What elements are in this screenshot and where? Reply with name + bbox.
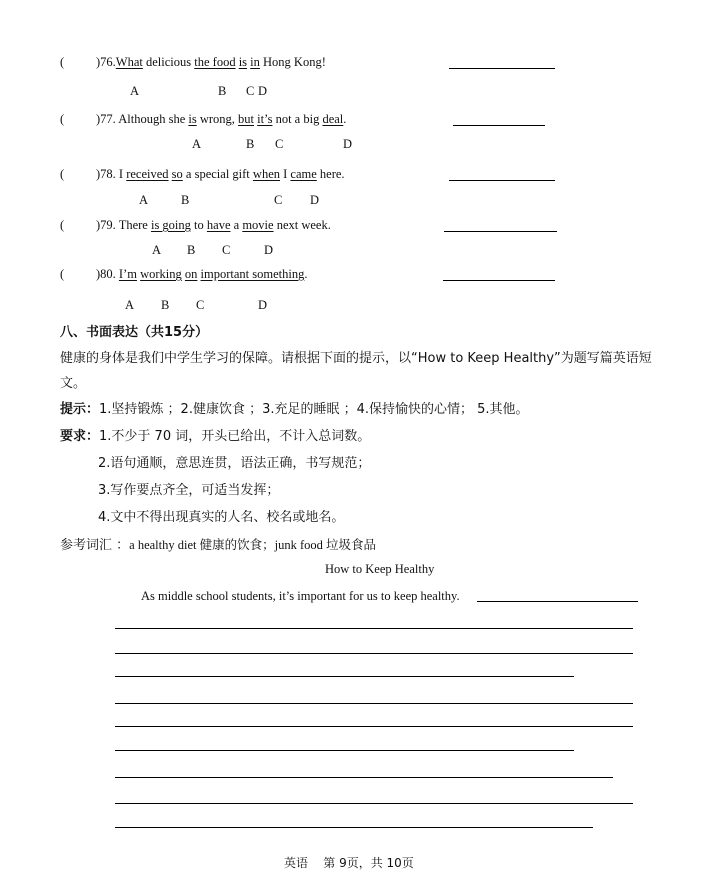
underlined-segment: came [290, 167, 317, 181]
option-letter: A [130, 84, 140, 98]
writing-line[interactable] [115, 653, 633, 654]
writing-line[interactable] [477, 601, 638, 602]
question-77 [96, 112, 346, 127]
section-heading: 八、书面表达（共15分） [60, 325, 209, 340]
text-segment: There [115, 218, 151, 232]
correction-blank[interactable] [449, 180, 555, 181]
requirements [60, 425, 370, 444]
underlined-segment: I’m [118, 267, 137, 281]
option-letter: C [246, 84, 255, 98]
question-78 [96, 167, 345, 182]
essay-title: How to Keep Healthy [325, 562, 435, 576]
option-letter: C [222, 243, 231, 257]
answer-paren[interactable]: ( [60, 167, 65, 181]
underlined-segment: working [140, 267, 182, 281]
answer-paren[interactable]: ( [60, 112, 65, 126]
text-segment: I [115, 167, 127, 181]
writing-line[interactable] [115, 703, 633, 704]
question-number: )77. [96, 112, 116, 126]
text-segment: Hong Kong! [259, 55, 326, 69]
hints-text: 1.坚持锻炼 ；2.健康饮食 ；3.充足的睡眠 ；4.保持愉快的心情； 5.其他。 [99, 402, 529, 417]
answer-paren[interactable]: ( [60, 267, 65, 281]
requirement-1: 1.不少于 70 词，开头已给出，不计入总词数。 [99, 429, 371, 444]
text-segment: a special gift [182, 167, 253, 181]
hints-label: 提示： [60, 402, 100, 417]
writing-line[interactable] [115, 827, 593, 828]
essay-start: As middle school students, it’s important for us to keep healthy. [141, 589, 460, 603]
option-letter: B [218, 84, 227, 98]
underlined-segment: on [184, 267, 198, 281]
underlined-segment: What [115, 55, 143, 69]
underlined-segment: the food [194, 55, 236, 69]
question-number: )78. [96, 167, 116, 181]
option-letter: B [246, 137, 255, 151]
vocabulary [60, 534, 376, 553]
text-segment: a [230, 218, 243, 232]
underlined-segment: but [238, 112, 255, 126]
requirement-2: 2.语句通顺，意思连贯，语法正确，书写规范； [98, 456, 371, 471]
question-76 [96, 55, 326, 70]
correction-blank[interactable] [449, 68, 555, 69]
option-letter: D [264, 243, 274, 257]
underlined-segment: is [238, 55, 248, 69]
writing-line[interactable] [115, 676, 574, 677]
option-letter: B [161, 298, 170, 312]
writing-line[interactable] [115, 628, 633, 629]
page-footer: 英语 第 9页，共 10页 [284, 856, 414, 870]
correction-blank[interactable] [444, 231, 557, 232]
option-letter: D [310, 193, 320, 207]
correction-blank[interactable] [443, 280, 555, 281]
option-letter: A [139, 193, 149, 207]
option-letter: A [125, 298, 135, 312]
underlined-segment: received [126, 167, 169, 181]
option-letter: C [274, 193, 283, 207]
hints [60, 398, 529, 417]
requirement-3: 3.写作要点齐全，可适当发挥； [98, 483, 280, 498]
text-segment: to [190, 218, 207, 232]
writing-line[interactable] [115, 777, 613, 778]
underlined-segment: have [206, 218, 231, 232]
underlined-segment: is [188, 112, 197, 126]
writing-line[interactable] [115, 803, 633, 804]
correction-blank[interactable] [453, 125, 545, 126]
underlined-segment: in [250, 55, 260, 69]
option-letter: C [275, 137, 284, 151]
question-80 [96, 267, 307, 282]
question-79 [96, 218, 331, 233]
text-segment: here. [316, 167, 345, 181]
answer-paren[interactable]: ( [60, 218, 65, 232]
option-letter: B [187, 243, 196, 257]
underlined-segment: is going [150, 218, 191, 232]
intro-line-1: 健康的身体是我们中学生学习的保障。请根据下面的提示，以“How to Keep Healthy”为题写篇英语短 [60, 351, 652, 366]
option-letter: A [152, 243, 162, 257]
text-segment: . [304, 267, 308, 281]
vocabulary-label: 参考词汇 ： [60, 538, 130, 553]
writing-line[interactable] [115, 750, 574, 751]
underlined-segment: so [171, 167, 183, 181]
option-letter: B [181, 193, 190, 207]
vocabulary-text: a healthy diet 健康的饮食；junk food 垃圾食品 [129, 538, 376, 552]
intro-line-2: 文。 [60, 376, 87, 391]
option-letter: D [258, 298, 268, 312]
text-segment: Although she [115, 112, 189, 126]
requirements-label: 要求： [60, 429, 100, 444]
question-number: )80. [96, 267, 116, 281]
option-letter: A [192, 137, 202, 151]
underlined-segment: it’s [257, 112, 273, 126]
underlined-segment: when [252, 167, 280, 181]
underlined-segment: movie [242, 218, 274, 232]
option-letter: C [196, 298, 205, 312]
answer-paren[interactable]: ( [60, 55, 65, 69]
text-segment: wrong, [196, 112, 239, 126]
text-segment: next week. [273, 218, 331, 232]
requirement-4: 4.文中不得出现真实的人名、校名或地名。 [98, 510, 345, 525]
text-segment: . [343, 112, 347, 126]
text-segment: delicious [142, 55, 195, 69]
text-segment: I [280, 167, 291, 181]
option-letter: D [258, 84, 268, 98]
underlined-segment: important something [200, 267, 305, 281]
text-segment: not a big [272, 112, 323, 126]
question-number: )76. [96, 55, 116, 69]
writing-line[interactable] [115, 726, 633, 727]
option-letter: D [343, 137, 353, 151]
underlined-segment: deal [322, 112, 344, 126]
question-number: )79. [96, 218, 116, 232]
